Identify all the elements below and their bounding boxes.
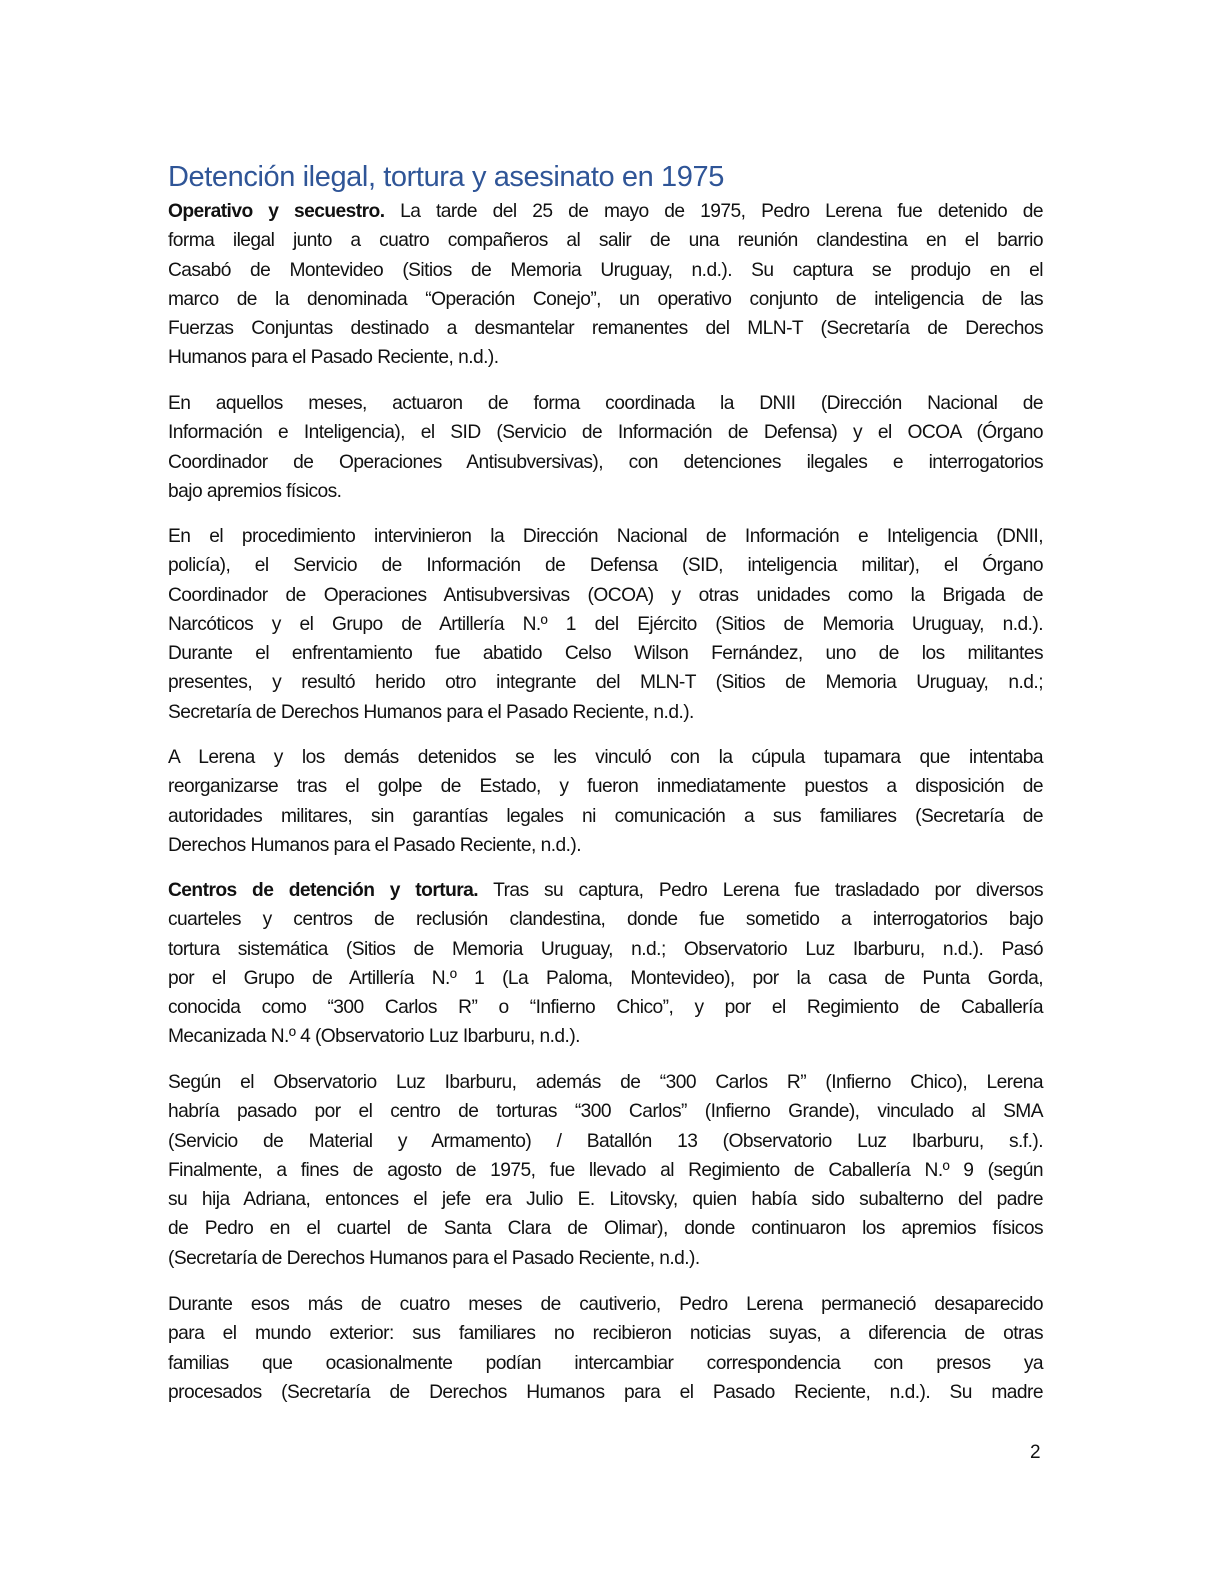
line-text: autoridades militares, sin garantías legales ni comunicación a sus familiares (Secretaría de xyxy=(168,805,1043,827)
paragraph-cautiverio xyxy=(168,1290,1043,1407)
line-text: policía), el Servicio de Información de Defensa (SID, inteligencia militar), el Órgano xyxy=(168,555,1043,577)
text-line xyxy=(168,314,1043,343)
page-number: 2 xyxy=(1030,1442,1041,1463)
paragraph-operativo-secuestro xyxy=(168,197,1043,373)
text-line xyxy=(168,772,1043,801)
text-line xyxy=(168,285,1043,314)
line-text: (Secretaría de Derechos Humanos para el Pasado Reciente, n.d.). xyxy=(168,1247,700,1269)
text-line xyxy=(168,1097,1043,1126)
line-text: Fuerzas Conjuntas destinado a desmantelar remanentes del MLN-T (Secretaría de Derechos xyxy=(168,318,1043,340)
text-line xyxy=(168,876,1043,905)
line-text: de Pedro en el cuartel de Santa Clara de Olimar), donde continuaron los apremios físicos xyxy=(168,1218,1043,1240)
text-line xyxy=(168,1185,1043,1214)
line-text: familias que ocasionalmente podían intercambiar correspondencia con presos ya xyxy=(168,1352,1043,1374)
text-line xyxy=(168,551,1043,580)
line-text: por el Grupo de Artillería N.º 1 (La Paloma, Montevideo), por la casa de Punta Gorda, xyxy=(168,967,1043,989)
text-line xyxy=(168,993,1043,1022)
text-line xyxy=(168,343,1043,372)
text-line xyxy=(168,389,1043,418)
line-text: Durante esos más de cuatro meses de cautiverio, Pedro Lerena permaneció desaparecido xyxy=(168,1294,1043,1315)
text-line xyxy=(168,418,1043,447)
line-text: Información e Inteligencia), el SID (Servicio de Información de Defensa) y el OCOA (Órgano xyxy=(168,422,1043,444)
paragraph-vinculo-cupula xyxy=(168,743,1043,860)
paragraph-lead-heading: Centros de detención y tortura. xyxy=(168,880,479,901)
text-line xyxy=(168,1244,1043,1273)
line-text: Durante el enfrentamiento fue abatido Celso Wilson Fernández, uno de los militantes xyxy=(168,643,1043,665)
text-line xyxy=(168,448,1043,477)
text-line xyxy=(168,477,1043,506)
line-text: Secretaría de Derechos Humanos para el Pasado Reciente, n.d.). xyxy=(168,701,694,723)
text-line xyxy=(168,639,1043,668)
line-text: su hija Adriana, entonces el jefe era Julio E. Litovsky, quien había sido subalterno del padre xyxy=(168,1189,1043,1211)
text-line xyxy=(168,964,1043,993)
line-text: tortura sistemática (Sitios de Memoria Uruguay, n.d.; Observatorio Luz Ibarburu, n.d.). Pasó xyxy=(168,938,1043,960)
text-line xyxy=(168,1378,1043,1407)
text-line xyxy=(168,802,1043,831)
text-line xyxy=(168,1290,1043,1319)
text-line xyxy=(168,831,1043,860)
text-line xyxy=(168,256,1043,285)
line-text: conocida como “300 Carlos R” o “Infierno Chico”, y por el Regimiento de Caballería xyxy=(168,997,1043,1019)
line-text: Mecanizada N.º 4 (Observatorio Luz Ibarburu, n.d.). xyxy=(168,1026,580,1048)
text-line xyxy=(168,1068,1043,1097)
section-heading: Detención ilegal, tortura y asesinato en 1975 xyxy=(168,161,724,194)
text-line xyxy=(168,1127,1043,1156)
text-line xyxy=(168,1214,1043,1243)
line-text: Casabó de Montevideo (Sitios de Memoria Uruguay, n.d.). Su captura se produjo en el xyxy=(168,259,1043,281)
line-text: En aquellos meses, actuaron de forma coordinada la DNII (Dirección Nacional de xyxy=(168,393,1043,414)
text-line xyxy=(168,226,1043,255)
line-text: forma ilegal junto a cuatro compañeros al salir de una reunión clandestina en el barrio xyxy=(168,230,1043,252)
text-line xyxy=(168,1349,1043,1378)
paragraph-lead-heading: Operativo y secuestro. xyxy=(168,201,385,222)
text-line xyxy=(168,1022,1043,1051)
line-text: En el procedimiento intervinieron la Dirección Nacional de Información e Inteligencia (DNII, xyxy=(168,526,1043,547)
text-line xyxy=(168,743,1043,772)
line-text: reorganizarse tras el golpe de Estado, y fueron inmediatamente puestos a disposición de xyxy=(168,776,1043,798)
line-text: Humanos para el Pasado Reciente, n.d.). xyxy=(168,347,499,369)
text-line xyxy=(168,581,1043,610)
line-text: marco de la denominada “Operación Conejo”, un operativo conjunto de inteligencia de las xyxy=(168,288,1043,310)
line-text: cuarteles y centros de reclusión clandestina, donde fue sometido a interrogatorios bajo xyxy=(168,909,1043,931)
paragraph-coordinated-agencies xyxy=(168,389,1043,506)
line-text: Derechos Humanos para el Pasado Reciente, n.d.). xyxy=(168,834,582,856)
paragraph-procedimiento xyxy=(168,522,1043,727)
paragraph-observatorio xyxy=(168,1068,1043,1273)
line-text: Finalmente, a fines de agosto de 1975, fue llevado al Regimiento de Caballería N.º 9 (según xyxy=(168,1159,1043,1181)
text-line xyxy=(168,698,1043,727)
line-text: A Lerena y los demás detenidos se les vinculó con la cúpula tupamara que intentaba xyxy=(168,747,1043,768)
text-line xyxy=(168,197,1043,226)
line-text: Coordinador de Operaciones Antisubversivas), con detenciones ilegales e interrogatorios xyxy=(168,451,1043,473)
text-line xyxy=(168,522,1043,551)
line-text: Narcóticos y el Grupo de Artillería N.º 1 del Ejército (Sitios de Memoria Uruguay, n.d.). xyxy=(168,613,1043,635)
line-text: (Servicio de Material y Armamento) / Batallón 13 (Observatorio Luz Ibarburu, s.f.). xyxy=(168,1130,1043,1152)
line-text: Según el Observatorio Luz Ibarburu, además de “300 Carlos R” (Infierno Chico), Lerena xyxy=(168,1072,1043,1093)
line-text: bajo apremios físicos. xyxy=(168,480,342,502)
text-line xyxy=(168,668,1043,697)
line-text: procesados (Secretaría de Derechos Humanos para el Pasado Reciente, n.d.). Su madre xyxy=(168,1381,1043,1403)
text-line xyxy=(168,1319,1043,1348)
line-text: La tarde del 25 de mayo de 1975, Pedro Lerena fue detenido de xyxy=(384,201,1043,222)
line-text: habría pasado por el centro de torturas “300 Carlos” (Infierno Grande), vinculado al SMA xyxy=(168,1101,1043,1123)
line-text: Tras su captura, Pedro Lerena fue trasladado por diversos xyxy=(478,880,1043,901)
text-line xyxy=(168,935,1043,964)
line-text: para el mundo exterior: sus familiares no recibieron noticias suyas, a diferencia de otras xyxy=(168,1323,1043,1345)
text-line xyxy=(168,1156,1043,1185)
paragraph-centros-detencion xyxy=(168,876,1043,1052)
line-text: presentes, y resultó herido otro integrante del MLN-T (Sitios de Memoria Uruguay, n.d.; xyxy=(168,672,1043,694)
line-text: Coordinador de Operaciones Antisubversivas (OCOA) y otras unidades como la Brigada de xyxy=(168,584,1043,606)
text-line xyxy=(168,905,1043,934)
text-line xyxy=(168,610,1043,639)
